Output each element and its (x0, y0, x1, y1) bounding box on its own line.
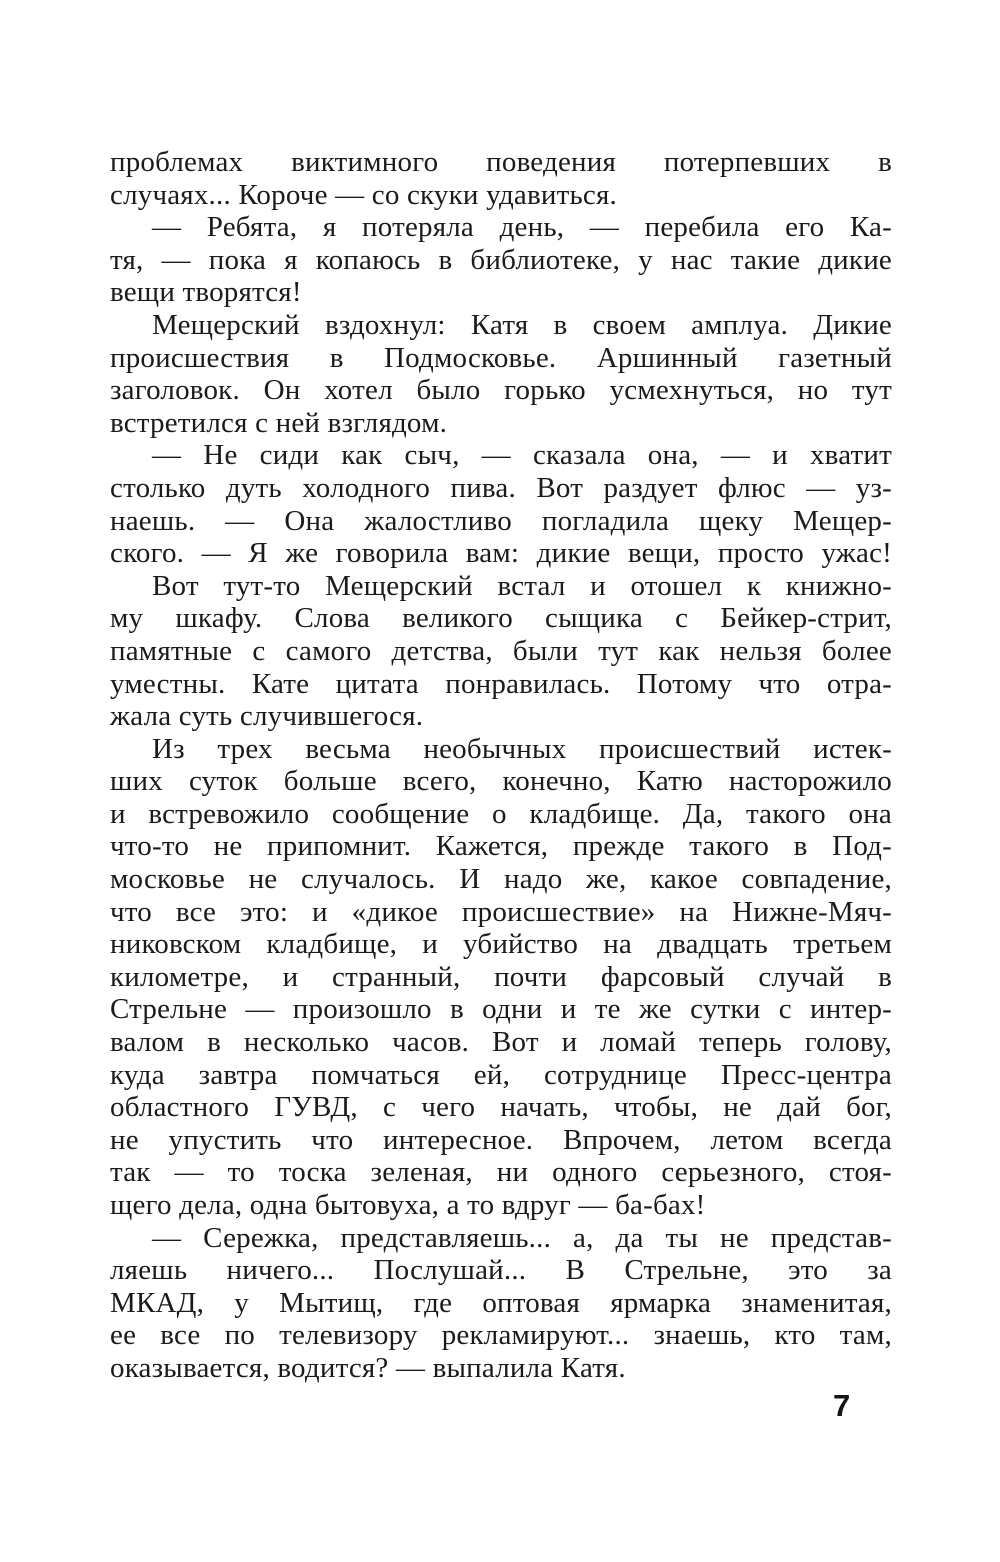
text-line: ляешь ничего... Послушай... В Стрельне, это за (110, 1254, 892, 1287)
text-line: и встревожило сообщение о кладбище. Да, такого она (110, 797, 892, 830)
text-line: московье не случалось. И надо же, какое совпадение, (110, 863, 892, 896)
text-line: заголовок. Он хотел было горько усмехнуться, но тут (110, 374, 892, 407)
page-text (110, 146, 892, 1385)
text-line: проблемах виктимного поведения потерпевших в (110, 146, 892, 178)
text-line: Вот тут-то Мещерский встал и отошел к книжно- (152, 569, 892, 602)
text-line: тя, — пока я копаюсь в библиотеке, у нас такие дикие (110, 243, 892, 276)
text-line: — Сережка, представляешь... а, да ты не представ- (152, 1221, 892, 1254)
text-line: памятные с самого детства, были тут как нельзя более (110, 634, 892, 667)
text-line: так — то тоска зеленая, ни одного серьезного, стоя- (110, 1156, 892, 1189)
text-line: — Не сиди как сыч, — сказала она, — и хватит (152, 439, 892, 472)
page-number: 7 (833, 1388, 851, 1423)
text-line: Из трех весьма необычных происшествий истек- (152, 732, 892, 765)
text-line: не упустить что интересное. Впрочем, летом всегда (110, 1123, 892, 1156)
text-line: что-то не припомнит. Кажется, прежде такого в Под- (110, 830, 892, 863)
text-line: случаях... Короче — со скуки удавиться. (110, 178, 617, 211)
text-line: МКАД, у Мытищ, где оптовая ярмарка знаменитая, (110, 1286, 892, 1319)
text-line: му шкафу. Слова великого сыщика с Бейкер-стрит, (110, 602, 892, 635)
text-line: происшествия в Подмосковье. Аршинный газетный (110, 341, 892, 374)
text-line: наешь. — Она жалостливо погладила щеку Мещер- (110, 504, 892, 537)
text-line: областного ГУВД, с чего начать, чтобы, не дай бог, (110, 1091, 892, 1124)
text-line: ших суток больше всего, конечно, Катю насторожило (110, 765, 892, 798)
text-line: — Ребята, я потеряла день, — перебила его Ка- (152, 211, 892, 244)
text-line: ее все по телевизору рекламируют... знаешь, кто там, (110, 1319, 892, 1352)
text-line: оказывается, водится? — выпалила Катя. (110, 1351, 626, 1384)
text-line: Стрельне — произошло в одни и те же сутки с интер- (110, 993, 892, 1026)
text-line: уместны. Кате цитата понравилась. Потому что отра- (110, 667, 892, 700)
text-line: встретился с ней взглядом. (110, 406, 448, 439)
text-line: вещи творятся! (110, 276, 302, 309)
text-line: Мещерский вздохнул: Катя в своем амплуа. Дикие (152, 308, 892, 341)
text-line: километре, и странный, почти фарсовый случай в (110, 960, 892, 993)
text-line: щего дела, одна бытовуха, а то вдруг — ба-бах! (110, 1189, 706, 1221)
text-line: ского. — Я же говорила вам: дикие вещи, просто ужас! (110, 537, 892, 570)
text-line: никовском кладбище, и убийство на двадцать третьем (110, 928, 892, 961)
text-line: валом в несколько часов. Вот и ломай теперь голову, (110, 1026, 892, 1059)
text-line: куда завтра помчаться ей, сотруднице Пресс-центра (110, 1058, 892, 1091)
text-line: жала суть случившегося. (110, 700, 424, 733)
text-line: что все это: и «дикое происшествие» на Нижне-Мяч- (110, 895, 892, 928)
text-line: столько дуть холодного пива. Вот раздует флюс — уз- (110, 471, 892, 504)
